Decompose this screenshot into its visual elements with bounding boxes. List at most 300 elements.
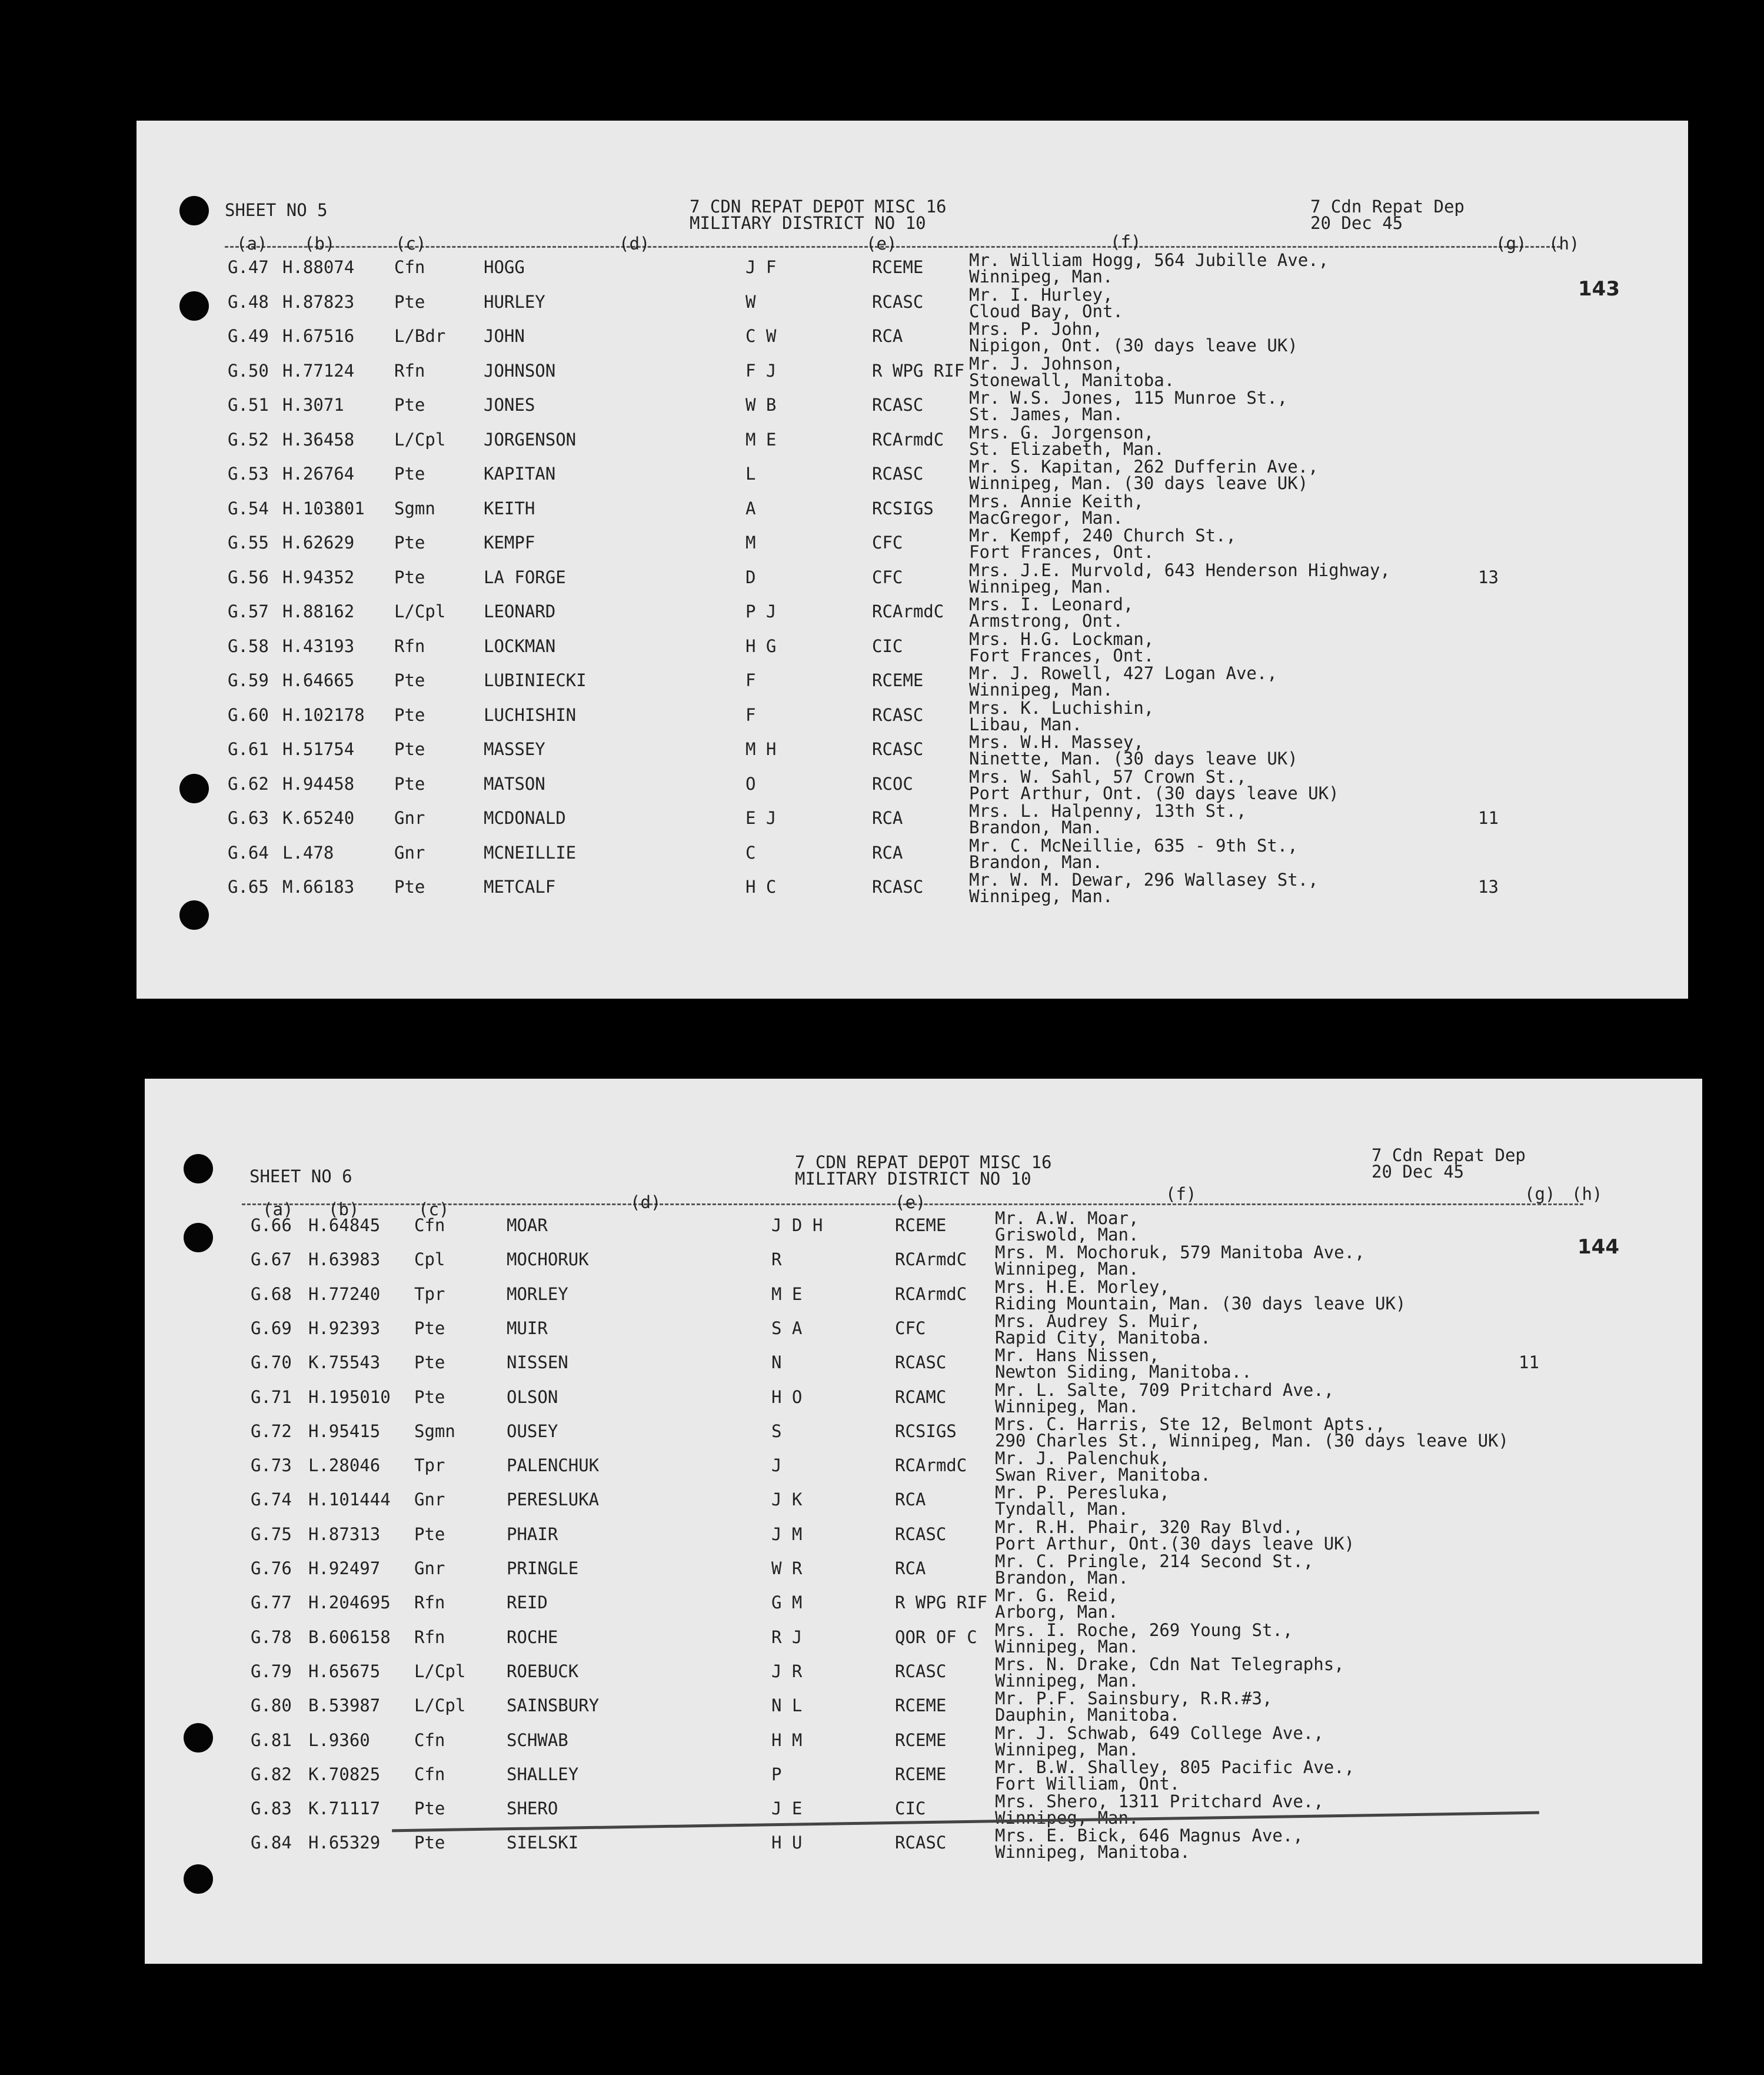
rank: Pte — [414, 1524, 445, 1544]
col-header-f: (f) — [1110, 232, 1141, 252]
next-of-kin-line1: Mr. W.S. Jones, 115 Munroe St., — [969, 388, 1288, 408]
initials: J R — [771, 1661, 803, 1681]
corps: RCA — [872, 842, 903, 863]
district-code: 11 — [1478, 808, 1499, 828]
district-code: 13 — [1478, 877, 1499, 897]
col-header-c: (c) — [418, 1199, 450, 1219]
corps: R WPG RIF — [872, 360, 965, 381]
initials: F — [745, 670, 756, 690]
service-number: H.92393 — [308, 1318, 381, 1338]
initials: H M — [771, 1730, 803, 1750]
service-number: H.77124 — [282, 360, 355, 381]
initials: W — [745, 291, 756, 312]
surname: MASSEY — [484, 739, 545, 759]
initials: J E — [771, 1798, 803, 1819]
initials: J D H — [771, 1215, 823, 1235]
next-of-kin-line1: Mrs. Audrey S. Muir, — [995, 1311, 1201, 1331]
next-of-kin-line1: Mrs. M. Mochoruk, 579 Manitoba Ave., — [995, 1242, 1365, 1263]
record-number: G.67 — [251, 1249, 292, 1270]
sheet-date: 20 Dec 45 — [1310, 213, 1403, 233]
next-of-kin-line1: Mrs. H.E. Morley, — [995, 1276, 1170, 1297]
punch-hole — [184, 1223, 213, 1252]
next-of-kin-line2: Fort Frances, Ont. — [969, 542, 1154, 562]
record-number: G.51 — [228, 395, 269, 415]
next-of-kin-line2: Newton Siding, Manitoba.. — [995, 1362, 1252, 1382]
next-of-kin-line2: Port Arthur, Ont. (30 days leave UK) — [969, 783, 1339, 803]
service-number: H.101444 — [308, 1489, 391, 1510]
surname: SCHWAB — [507, 1730, 568, 1750]
record-number: G.84 — [251, 1833, 292, 1853]
corps: RCArmdC — [872, 601, 944, 621]
unit-heading: 7 Cdn Repat Dep — [1372, 1145, 1526, 1165]
next-of-kin-line1: Mrs. K. Luchishin, — [969, 697, 1154, 718]
corps: RCEME — [895, 1730, 947, 1750]
service-number: B.53987 — [308, 1695, 381, 1716]
surname: SIELSKI — [507, 1833, 579, 1853]
rank: Pte — [394, 464, 425, 484]
rank: Cpl — [414, 1249, 445, 1270]
service-number: H.195010 — [308, 1386, 391, 1407]
record-number: G.79 — [251, 1661, 292, 1681]
record-number: G.56 — [228, 567, 269, 587]
initials: H G — [745, 636, 777, 656]
corps: RCSIGS — [872, 498, 934, 518]
surname: MOCHORUK — [507, 1249, 589, 1270]
rank: Cfn — [414, 1764, 445, 1784]
sheet-subtitle: MILITARY DISTRICT NO 10 — [690, 213, 926, 233]
service-number: H.94458 — [282, 773, 355, 794]
surname: PHAIR — [507, 1524, 558, 1544]
rank: Pte — [414, 1833, 445, 1853]
surname: JOHN — [484, 326, 525, 346]
corps: CFC — [895, 1318, 926, 1338]
initials: H U — [771, 1833, 803, 1853]
service-number: H.87823 — [282, 291, 355, 312]
corps: RCASC — [872, 704, 924, 725]
record-number: G.73 — [251, 1455, 292, 1476]
record-number: G.62 — [228, 773, 269, 794]
next-of-kin-line2: Riding Mountain, Man. (30 days leave UK) — [995, 1293, 1406, 1313]
corps: RCEME — [895, 1695, 947, 1716]
next-of-kin-line1: Mr. Hans Nissen, — [995, 1345, 1160, 1366]
initials: M E — [745, 429, 777, 450]
rank: Pte — [394, 291, 425, 312]
corps: RCSIGS — [895, 1421, 957, 1441]
service-number: H.87313 — [308, 1524, 381, 1544]
record-number: G.69 — [251, 1318, 292, 1338]
col-header-f: (f) — [1166, 1184, 1197, 1204]
next-of-kin-line1: Mrs. H.G. Lockman, — [969, 629, 1154, 649]
initials: N L — [771, 1695, 803, 1716]
surname: SAINSBURY — [507, 1695, 600, 1716]
next-of-kin-line1: Mrs. P. John, — [969, 319, 1103, 339]
surname: LEONARD — [484, 601, 556, 621]
surname: PALENCHUK — [507, 1455, 600, 1476]
punch-hole — [184, 1723, 213, 1753]
next-of-kin-line1: Mr. J. Johnson, — [969, 353, 1123, 374]
rank: Pte — [394, 670, 425, 690]
initials: W R — [771, 1558, 803, 1578]
rank: Rfn — [394, 636, 425, 656]
record-number: G.49 — [228, 326, 269, 346]
rank: L/Cpl — [394, 429, 446, 450]
sheet-title: 7 CDN REPAT DEPOT MISC 16 — [795, 1152, 1052, 1172]
record-number: G.76 — [251, 1558, 292, 1578]
initials: W B — [745, 395, 777, 415]
rank: L/Cpl — [414, 1695, 466, 1716]
initials: F J — [745, 360, 777, 381]
rank: L/Bdr — [394, 326, 446, 346]
next-of-kin-line2: Brandon, Man. — [969, 852, 1103, 872]
corps: RCEME — [872, 257, 924, 277]
next-of-kin-line2: Arborg, Man. — [995, 1602, 1119, 1622]
sheet-number: SHEET NO 5 — [225, 200, 328, 220]
initials: P — [771, 1764, 782, 1784]
next-of-kin-line1: Mr. C. McNeillie, 635 - 9th St., — [969, 835, 1298, 856]
next-of-kin-line1: Mrs. G. Jorgenson, — [969, 422, 1154, 443]
service-number: K.71117 — [308, 1798, 381, 1819]
corps: RCASC — [895, 1524, 947, 1544]
initials: J F — [745, 257, 777, 277]
service-number: H.62629 — [282, 533, 355, 553]
surname: OUSEY — [507, 1421, 558, 1441]
service-number: H.204695 — [308, 1592, 391, 1613]
rank: Pte — [394, 773, 425, 794]
record-number: G.80 — [251, 1695, 292, 1716]
rank: Pte — [394, 533, 425, 553]
next-of-kin-line1: Mr. R.H. Phair, 320 Ray Blvd., — [995, 1517, 1303, 1537]
service-number: H.63983 — [308, 1249, 381, 1270]
initials: J — [771, 1455, 782, 1476]
initials: M — [745, 533, 756, 553]
rank: Cfn — [414, 1730, 445, 1750]
service-number: H.65675 — [308, 1661, 381, 1681]
next-of-kin-line1: Mrs. E. Bick, 646 Magnus Ave., — [995, 1825, 1303, 1846]
sheet-date: 20 Dec 45 — [1372, 1162, 1465, 1182]
service-number: H.67516 — [282, 326, 355, 346]
service-number: K.65240 — [282, 808, 355, 828]
record-number: G.58 — [228, 636, 269, 656]
rank: Tpr — [414, 1283, 445, 1304]
record-number: G.70 — [251, 1352, 292, 1373]
next-of-kin-line1: Mr. I. Hurley, — [969, 284, 1113, 305]
corps: RCEME — [872, 670, 924, 690]
col-header-h: (h) — [1549, 234, 1580, 254]
next-of-kin-line2: Winnipeg, Man. — [969, 576, 1113, 597]
corps: CIC — [895, 1798, 926, 1819]
corps: RCA — [872, 808, 903, 828]
record-number: G.83 — [251, 1798, 292, 1819]
initials: C W — [745, 326, 777, 346]
next-of-kin-line1: Mr. G. Reid, — [995, 1585, 1119, 1606]
next-of-kin-line1: Mr. A.W. Moar, — [995, 1208, 1139, 1228]
punch-hole — [179, 900, 209, 930]
page-number: 143 — [1578, 277, 1620, 301]
record-number: G.63 — [228, 808, 269, 828]
rank: Pte — [394, 567, 425, 587]
rank: Pte — [394, 877, 425, 897]
next-of-kin-line2: Winnipeg, Man. — [995, 1808, 1139, 1828]
service-number: H.64845 — [308, 1215, 381, 1235]
initials: J M — [771, 1524, 803, 1544]
next-of-kin-line2: Rapid City, Manitoba. — [995, 1327, 1211, 1348]
next-of-kin-line1: Mr. P. Peresluka, — [995, 1482, 1170, 1503]
initials: P J — [745, 601, 777, 621]
record-number: G.48 — [228, 291, 269, 312]
record-number: G.53 — [228, 464, 269, 484]
service-number: K.70825 — [308, 1764, 381, 1784]
surname: KEITH — [484, 498, 535, 518]
record-number: G.75 — [251, 1524, 292, 1544]
initials: C — [745, 842, 756, 863]
record-number: G.61 — [228, 739, 269, 759]
next-of-kin-line1: Mrs. C. Harris, Ste 12, Belmont Apts., — [995, 1414, 1386, 1434]
corps: RCASC — [872, 877, 924, 897]
corps: RCAMC — [895, 1386, 947, 1407]
surname: MORLEY — [507, 1283, 568, 1304]
next-of-kin-line2: St. James, Man. — [969, 404, 1123, 424]
next-of-kin-line1: Mr. S. Kapitan, 262 Dufferin Ave., — [969, 457, 1319, 477]
surname: PRINGLE — [507, 1558, 579, 1578]
service-number: H.64665 — [282, 670, 355, 690]
surname: LUBINIECKI — [484, 670, 587, 690]
corps: RCA — [872, 326, 903, 346]
service-number: B.606158 — [308, 1627, 391, 1647]
corps: RCEME — [895, 1215, 947, 1235]
rank: Pte — [394, 704, 425, 725]
sheet-title: 7 CDN REPAT DEPOT MISC 16 — [690, 197, 947, 217]
col-header-a: (a) — [237, 234, 268, 254]
punch-hole — [179, 774, 209, 803]
surname: MUIR — [507, 1318, 548, 1338]
surname: MOAR — [507, 1215, 548, 1235]
surname: REID — [507, 1592, 548, 1613]
next-of-kin-line1: Mrs. W. Sahl, 57 Crown St., — [969, 766, 1247, 787]
next-of-kin-line1: Mr. W. M. Dewar, 296 Wallasey St., — [969, 870, 1319, 890]
initials: J K — [771, 1489, 803, 1510]
next-of-kin-line2: Winnipeg, Man. — [995, 1259, 1139, 1279]
sheet-number: SHEET NO 6 — [249, 1166, 352, 1186]
punch-hole — [179, 291, 209, 321]
next-of-kin-line1: Mr. J. Palenchuk, — [995, 1448, 1170, 1469]
service-number: H.88074 — [282, 257, 355, 277]
record-number: G.52 — [228, 429, 269, 450]
next-of-kin-line1: Mr. B.W. Shalley, 805 Pacific Ave., — [995, 1757, 1355, 1777]
corps: CFC — [872, 567, 903, 587]
rank: Rfn — [394, 360, 425, 381]
rank: Gnr — [394, 808, 425, 828]
initials: S A — [771, 1318, 803, 1338]
record-number: G.47 — [228, 257, 269, 277]
surname: KAPITAN — [484, 464, 556, 484]
initials: F — [745, 704, 756, 725]
next-of-kin-line2: Dauphin, Manitoba. — [995, 1705, 1180, 1725]
next-of-kin-line2: Tyndall, Man. — [995, 1499, 1129, 1519]
service-number: L.28046 — [308, 1455, 381, 1476]
initials: E J — [745, 808, 777, 828]
service-number: H.51754 — [282, 739, 355, 759]
next-of-kin-line2: Winnipeg, Man. — [969, 267, 1113, 287]
record-number: G.81 — [251, 1730, 292, 1750]
rank: L/Cpl — [414, 1661, 466, 1681]
corps: RCArmdC — [895, 1249, 967, 1270]
surname: LA FORGE — [484, 567, 566, 587]
initials: G M — [771, 1592, 803, 1613]
service-number: H.102178 — [282, 704, 365, 725]
service-number: H.26764 — [282, 464, 355, 484]
corps: QOR OF C — [895, 1627, 977, 1647]
rank: Sgmn — [394, 498, 435, 518]
record-number: G.72 — [251, 1421, 292, 1441]
surname: METCALF — [484, 877, 556, 897]
corps: RCASC — [872, 291, 924, 312]
next-of-kin-line2: Ninette, Man. (30 days leave UK) — [969, 749, 1298, 769]
rank: Sgmn — [414, 1421, 455, 1441]
rank: Pte — [414, 1798, 445, 1819]
col-header-c: (c) — [395, 234, 427, 254]
next-of-kin-line1: Mrs. N. Drake, Cdn Nat Telegraphs, — [995, 1654, 1344, 1674]
record-number: G.64 — [228, 842, 269, 863]
col-header-e: (e) — [866, 234, 897, 254]
col-header-g: (g) — [1525, 1184, 1556, 1204]
next-of-kin-line2: Cloud Bay, Ont. — [969, 301, 1123, 321]
col-header-g: (g) — [1496, 234, 1527, 254]
surname: JOHNSON — [484, 360, 556, 381]
service-number: H.65329 — [308, 1833, 381, 1853]
record-number: G.68 — [251, 1283, 292, 1304]
initials: M E — [771, 1283, 803, 1304]
record-number: G.65 — [228, 877, 269, 897]
rank: Pte — [414, 1352, 445, 1373]
corps: RCASC — [895, 1352, 947, 1373]
col-header-d: (d) — [619, 234, 650, 254]
service-number: H.88162 — [282, 601, 355, 621]
sheet-subtitle: MILITARY DISTRICT NO 10 — [795, 1169, 1031, 1189]
next-of-kin-line2: Winnipeg, Man. (30 days leave UK) — [969, 473, 1309, 493]
service-number: H.36458 — [282, 429, 355, 450]
corps: RCArmdC — [895, 1283, 967, 1304]
next-of-kin-line1: Mr. C. Pringle, 214 Second St., — [995, 1551, 1314, 1571]
surname: JONES — [484, 395, 535, 415]
initials: H C — [745, 877, 777, 897]
rank: Gnr — [414, 1489, 445, 1510]
next-of-kin-line2: Stonewall, Manitoba. — [969, 370, 1175, 390]
sheet-5 — [137, 121, 1688, 999]
service-number: H.103801 — [282, 498, 365, 518]
next-of-kin-line1: Mrs. Annie Keith, — [969, 491, 1144, 511]
record-number: G.74 — [251, 1489, 292, 1510]
corps: RCEME — [895, 1764, 947, 1784]
record-number: G.54 — [228, 498, 269, 518]
rank: Pte — [394, 395, 425, 415]
record-number: G.82 — [251, 1764, 292, 1784]
next-of-kin-line1: Mrs. L. Halpenny, 13th St., — [969, 801, 1247, 821]
district-code: 11 — [1519, 1352, 1539, 1373]
next-of-kin-line2: Swan River, Manitoba. — [995, 1465, 1211, 1485]
surname: LOCKMAN — [484, 636, 556, 656]
next-of-kin-line2: Libau, Man. — [969, 714, 1083, 734]
record-number: G.78 — [251, 1627, 292, 1647]
surname: ROCHE — [507, 1627, 558, 1647]
record-number: G.50 — [228, 360, 269, 381]
record-number: G.60 — [228, 704, 269, 725]
punch-hole — [179, 196, 209, 225]
next-of-kin-line2: 290 Charles St., Winnipeg, Man. (30 days leave UK) — [995, 1430, 1509, 1451]
next-of-kin-line1: Mrs. Shero, 1311 Pritchard Ave., — [995, 1791, 1324, 1812]
corps: R WPG RIF — [895, 1592, 988, 1613]
corps: RCASC — [872, 395, 924, 415]
corps: RCA — [895, 1489, 926, 1510]
surname: NISSEN — [507, 1352, 568, 1373]
corps: RCASC — [872, 739, 924, 759]
surname: HURLEY — [484, 291, 545, 312]
next-of-kin-line2: Winnipeg, Man. — [995, 1396, 1139, 1416]
service-number: H.95415 — [308, 1421, 381, 1441]
next-of-kin-line1: Mr. Kempf, 240 Church St., — [969, 526, 1236, 546]
surname: JORGENSON — [484, 429, 577, 450]
corps: RCA — [895, 1558, 926, 1578]
rank: Gnr — [414, 1558, 445, 1578]
surname: KEMPF — [484, 533, 535, 553]
corps: RCASC — [895, 1661, 947, 1681]
unit-heading: 7 Cdn Repat Dep — [1310, 197, 1465, 217]
next-of-kin-line2: Winnipeg, Man. — [995, 1670, 1139, 1691]
initials: O — [745, 773, 756, 794]
next-of-kin-line1: Mrs. J.E. Murvold, 643 Henderson Highway, — [969, 560, 1390, 580]
next-of-kin-line1: Mr. J. Rowell, 427 Logan Ave., — [969, 663, 1277, 683]
next-of-kin-line1: Mr. L. Salte, 709 Pritchard Ave., — [995, 1379, 1334, 1400]
rank: Pte — [414, 1386, 445, 1407]
next-of-kin-line2: Fort William, Ont. — [995, 1773, 1180, 1794]
service-number: M.66183 — [282, 877, 355, 897]
rank: L/Cpl — [394, 601, 446, 621]
col-header-b: (b) — [328, 1199, 360, 1219]
col-header-b: (b) — [304, 234, 335, 254]
service-number: L.478 — [282, 842, 334, 863]
rank: Cfn — [414, 1215, 445, 1235]
next-of-kin-line2: Winnipeg, Man. — [969, 886, 1113, 906]
record-number: G.66 — [251, 1215, 292, 1235]
record-number: G.55 — [228, 533, 269, 553]
district-code: 13 — [1478, 567, 1499, 587]
next-of-kin-line2: Nipigon, Ont. (30 days leave UK) — [969, 335, 1298, 355]
initials: M H — [745, 739, 777, 759]
rank: Pte — [394, 739, 425, 759]
next-of-kin-line2: Brandon, Man. — [995, 1568, 1129, 1588]
corps: RCArmdC — [895, 1455, 967, 1476]
surname: SHALLEY — [507, 1764, 579, 1784]
surname: MATSON — [484, 773, 545, 794]
next-of-kin-line2: Brandon, Man. — [969, 817, 1103, 837]
surname: MCDONALD — [484, 808, 566, 828]
next-of-kin-line1: Mrs. W.H. Massey, — [969, 732, 1144, 752]
service-number: H.94352 — [282, 567, 355, 587]
next-of-kin-line1: Mrs. I. Leonard, — [969, 594, 1134, 614]
initials: A — [745, 498, 756, 518]
next-of-kin-line2: St. Elizabeth, Man. — [969, 438, 1164, 459]
punch-hole — [184, 1154, 213, 1183]
corps: RCArmdC — [872, 429, 944, 450]
surname: MCNEILLIE — [484, 842, 577, 863]
service-number: H.92497 — [308, 1558, 381, 1578]
next-of-kin-line1: Mr. J. Schwab, 649 College Ave., — [995, 1722, 1324, 1743]
record-number: G.57 — [228, 601, 269, 621]
service-number: L.9360 — [308, 1730, 370, 1750]
rank: Gnr — [394, 842, 425, 863]
next-of-kin-line2: Winnipeg, Manitoba. — [995, 1842, 1190, 1863]
next-of-kin-line2: Griswold, Man. — [995, 1225, 1139, 1245]
corps: CIC — [872, 636, 903, 656]
